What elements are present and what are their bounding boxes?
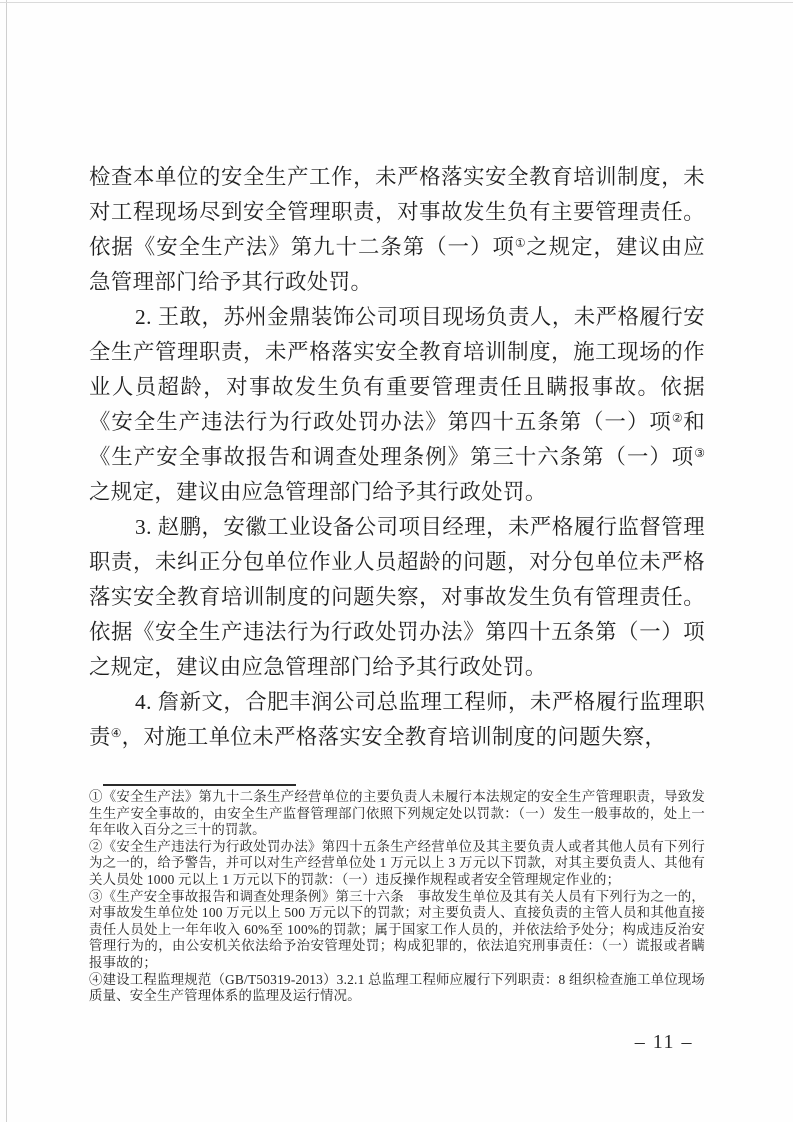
footnote: ③《生产安全事故报告和调查处理条例》第三十六条 事故发生单位及其有关人员有下列行为之一的，对事故发生单位处 100 万元以上 500 万元以下的罚款；对主要负责人、直接负责的主管人员和其他直接责任人员处上一年年收入 60%至 100%的罚款；属于国家工作人员的，并依法给予处分；构成违反治安管理行为的，由公安机关依法给予治安管理处罚；构成犯罪的，依法追究刑事责任：（一）谎报或者瞒报事故的； <box>89 888 705 970</box>
body-paragraph: 4. 詹新文，合肥丰润公司总监理工程师，未严格履行监理职责④，对施工单位未严格落实安全教育培训制度的问题失察， <box>89 690 705 749</box>
footnote-reference-mark: ③ <box>694 446 705 460</box>
page-number: – 11 – <box>634 1031 693 1053</box>
footnote-reference-mark: ② <box>671 411 684 425</box>
footnote: ①《安全生产法》第九十二条生产经营单位的主要负责人未履行本法规定的安全生产管理职责，导致发生生产安全事故的，由安全生产监督管理部门依照下列规定处以罚款：（一）发生一般事故的，处上一年年收入百分之三十的罚款。 <box>89 789 705 838</box>
scan-edge-top-line <box>0 2 793 3</box>
footnote-reference-mark: ① <box>514 236 527 250</box>
body-paragraph: 检查本单位的安全生产工作，未严格落实安全教育培训制度，未对工程现场尽到安全管理职责，对事故发生负有主要管理责任。依据《安全生产法》第九十二条第（一）项①之规定，建议由应急管理部门给予其行政处罚。 <box>89 165 705 294</box>
footnote-section <box>89 789 705 1005</box>
footnote: ④建设工程监理规范（GB/T50319-2013）3.2.1 总监理工程师应履行下列职责：8 组织检查施工单位现场质量、安全生产管理体系的监理及运行情况。 <box>89 971 705 1004</box>
footnote-reference-mark: ④ <box>110 726 122 740</box>
body-paragraph: 3. 赵鹏，安徽工业设备公司项目经理，未严格履行监督管理职责，未纠正分包单位作业人员超龄的问题，对分包单位未严格落实安全教育培训制度的问题失察，对事故发生负有管理责任。依据《安全生产违法行为行政处罚办法》第四十五条第（一）项之规定，建议由应急管理部门给予其行政处罚。 <box>89 515 705 679</box>
scan-edge-left-line <box>6 0 7 1122</box>
body-paragraph: 2. 王敢，苏州金鼎装饰公司项目现场负责人，未严格履行安全生产管理职责，未严格落实安全教育培训制度，施工现场的作业人员超龄，对事故发生负有重要管理责任且瞒报事故。依据《安全生产违法行为行政处罚办法》第四十五条第（一）项②和《生产安全事故报告和调查处理条例》第三十六条第（一）项③之规定，建议由应急管理部门给予其行政处罚。 <box>89 305 705 504</box>
body-text <box>89 160 705 755</box>
footnote: ②《安全生产违法行为行政处罚办法》第四十五条生产经营单位及其主要负责人或者其他人员有下列行为之一的，给予警告，并可以对生产经营单位处 1 万元以上 3 万元以下罚款，对其主要负责人、其他有关人员处 1000 元以上 1 万元以下的罚款：（一）违反操作规程或者安全管理规定作业的； <box>89 838 705 887</box>
footnote-divider <box>103 784 296 786</box>
